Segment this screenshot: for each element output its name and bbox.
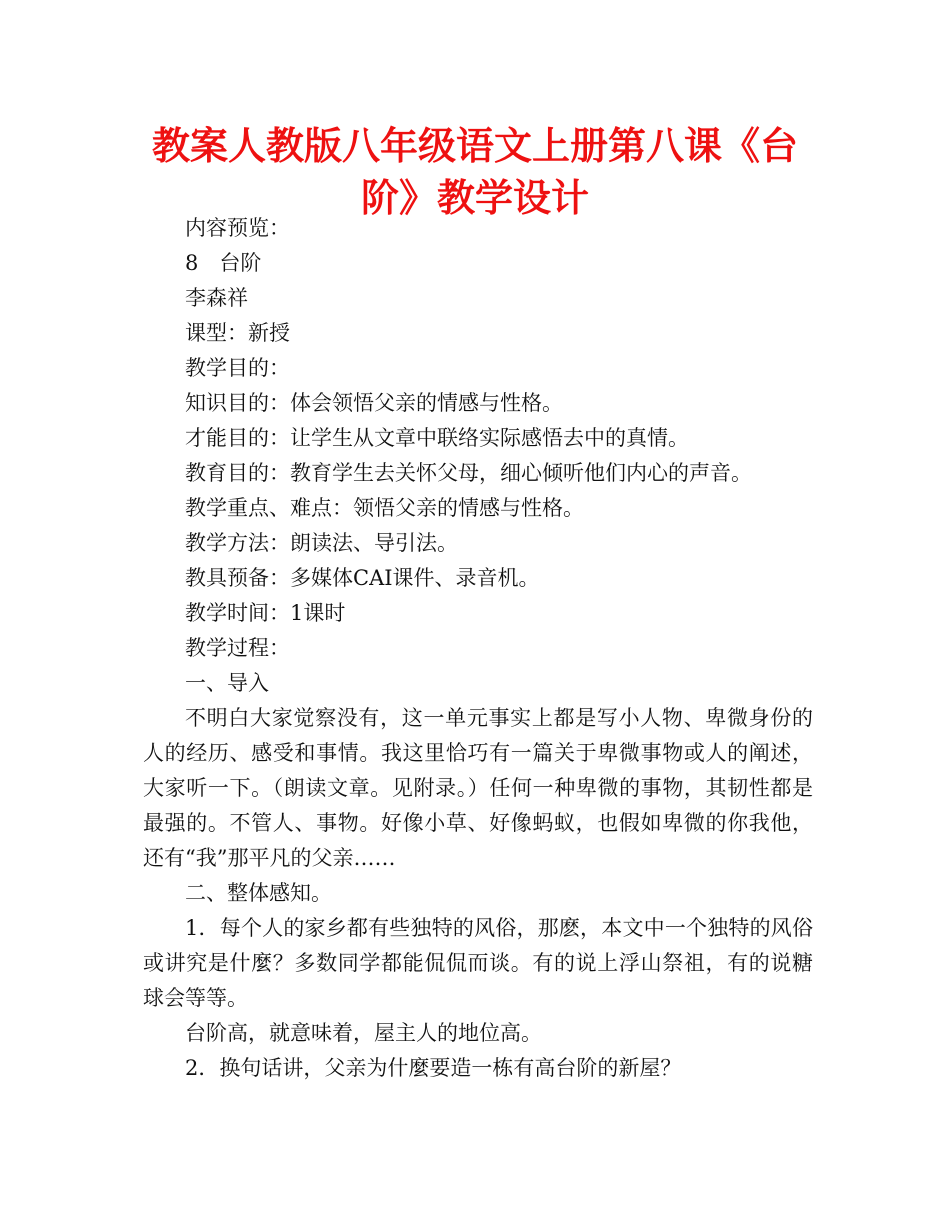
teaching-time: 教学时间：1课时 — [185, 601, 346, 625]
author-name: 李森祥 — [185, 286, 248, 310]
question-1-paragraph: 1．每个人的家乡都有些独特的风俗，那麽，本文中一个独特的风俗或讲究是什麼？多数同学都能侃侃而谈。有的说上浮山祭祖，有的说糖球会等等。 — [143, 916, 813, 1010]
goal-knowledge: 知识目的：体会领悟父亲的情感与性格。 — [185, 391, 563, 415]
goal-ability: 才能目的：让学生从文章中联络实际感悟去中的真情。 — [185, 426, 689, 450]
question-2-line: 2．换句话讲，父亲为什麼要造一栋有高台阶的新屋？ — [185, 1056, 682, 1080]
answer-line: 台阶高，就意味着，屋主人的地位高。 — [185, 1021, 542, 1045]
goal-education: 教育目的：教育学生去关怀父母，细心倾听他们内心的声音。 — [185, 461, 752, 485]
key-points: 教学重点、难点：领悟父亲的情感与性格。 — [185, 496, 584, 520]
preview-label: 内容预览： — [185, 216, 290, 240]
section-intro-heading: 一、导入 — [185, 671, 269, 695]
document-title: 教案人教版八年级语文上册第八课《台阶》教学设计 — [151, 124, 798, 220]
lesson-heading: 8 台阶 — [185, 251, 262, 275]
teaching-methods: 教学方法：朗读法、导引法。 — [185, 531, 458, 555]
document-body — [143, 211, 813, 1086]
process-heading: 教学过程： — [185, 636, 290, 660]
section-overall-heading: 二、整体感知。 — [185, 881, 332, 905]
goals-heading: 教学目的： — [185, 356, 290, 380]
intro-paragraph: 不明白大家觉察没有，这一单元事实上都是写小人物、卑微身份的人的经历、感受和事情。我这里恰巧有一篇关于卑微事物或人的阐述，大家听一下。（朗读文章。见附录。）任何一种卑微的事物，其韧性都是最强的。不管人、事物。好像小草、好像蚂蚁，也假如卑微的你我他，还有“我”那平凡的父亲…… — [143, 706, 813, 870]
teaching-tools: 教具预备：多媒体CAI课件、录音机。 — [185, 566, 540, 590]
lesson-type: 课型：新授 — [185, 321, 290, 345]
